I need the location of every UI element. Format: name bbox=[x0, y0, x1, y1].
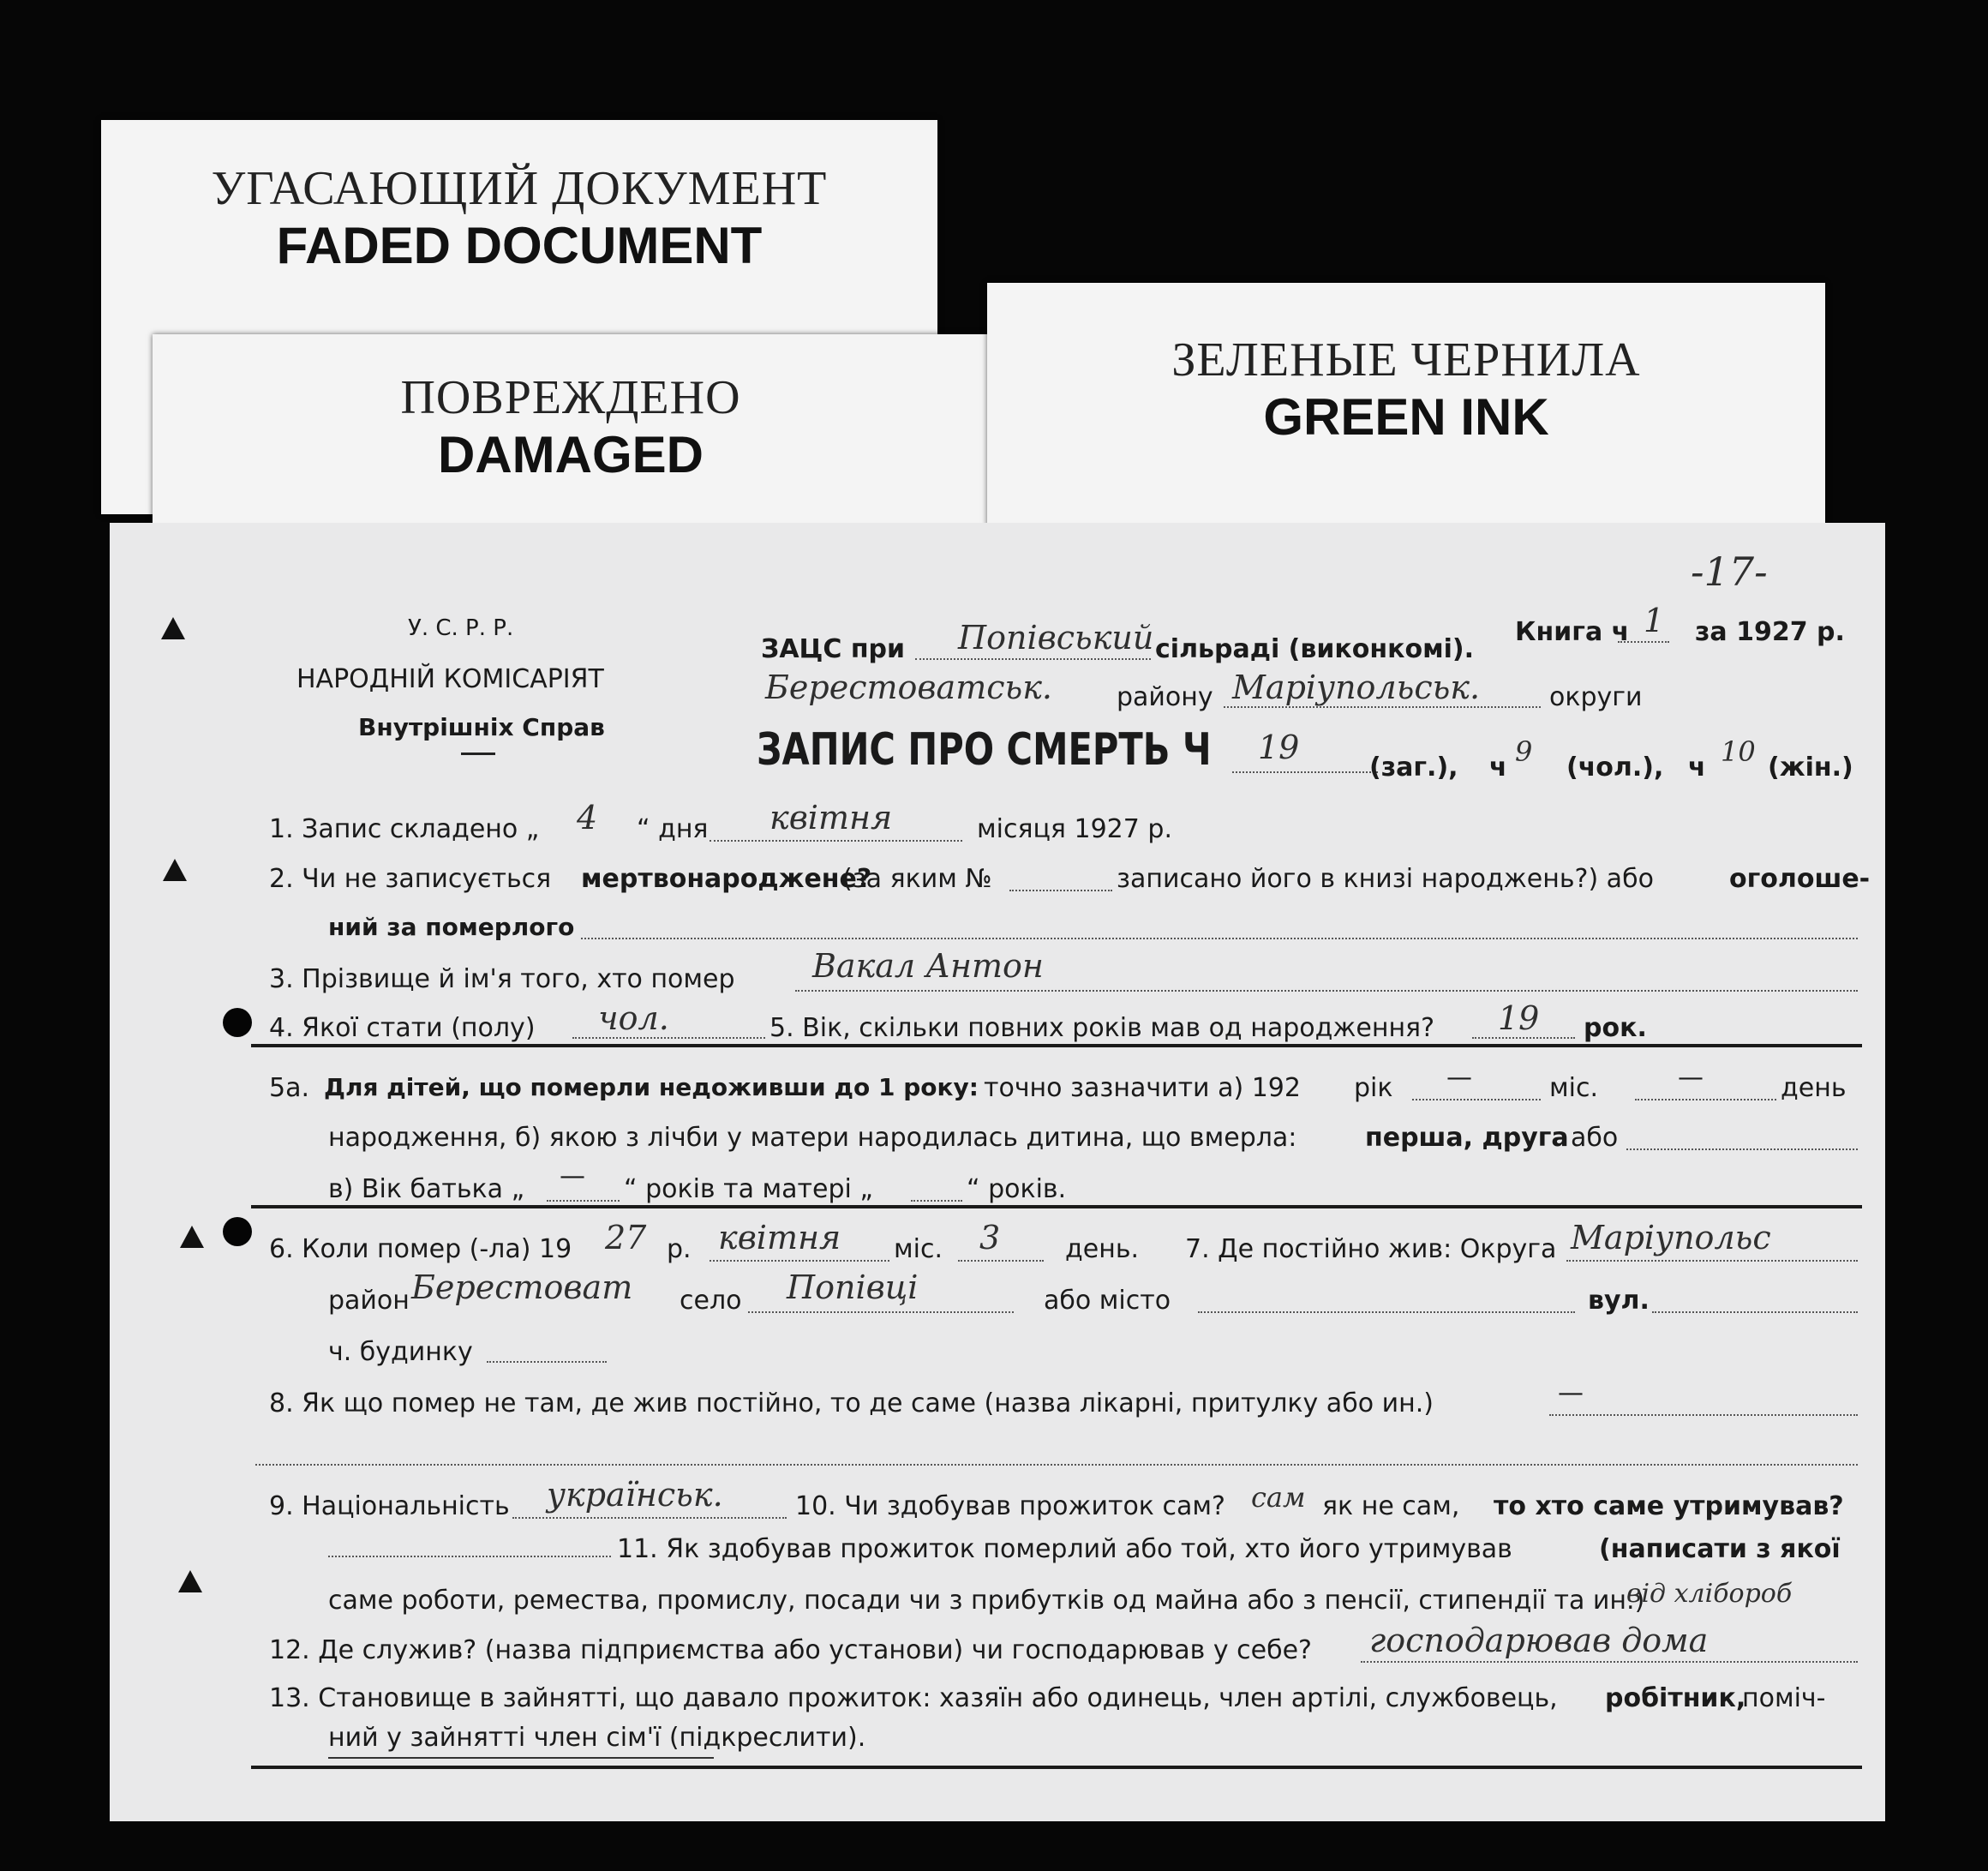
field13-line1-a: 13. Становище в зайнятті, що давало прожиток: хазяїн або одинець, член артілі, службовець, bbox=[269, 1683, 1558, 1713]
field8-line1 bbox=[1549, 1414, 1858, 1416]
record-month-line bbox=[710, 840, 962, 842]
field5a-dash3: — bbox=[560, 1161, 585, 1191]
field6-den: день. bbox=[1065, 1234, 1140, 1264]
field10-label: 10. Чи здобував прожиток сам? bbox=[795, 1491, 1225, 1521]
total-label: (заг.), bbox=[1369, 753, 1458, 783]
field5a-heading: Для дітей, що померли недоживши до 1 року: bbox=[324, 1073, 979, 1101]
field12-label: 12. Де служив? (назва підприємства або установи) чи господарював у себе? bbox=[269, 1635, 1312, 1665]
street-line bbox=[1652, 1311, 1858, 1313]
field11-line1-a: 11. Як здобував прожиток померлий або той, хто його утримував bbox=[617, 1534, 1512, 1564]
death-day-line bbox=[958, 1260, 1044, 1262]
punch-hole bbox=[223, 1008, 252, 1037]
field5a-month-line bbox=[1412, 1099, 1541, 1100]
field5-label: 5. Вік, скільки повних років мав од народження? bbox=[769, 1013, 1435, 1043]
green-ink-label-en: GREEN INK bbox=[1263, 388, 1549, 446]
raion-label: район bbox=[328, 1286, 410, 1316]
binding-mark bbox=[161, 617, 185, 639]
father-age-line bbox=[547, 1200, 620, 1202]
total-count-line bbox=[1232, 771, 1378, 773]
field9-label: 9. Національність bbox=[269, 1491, 510, 1521]
men-count-value: 9 bbox=[1515, 735, 1533, 768]
okrug-value: Маріупольськ. bbox=[1232, 669, 1481, 706]
underline-mark bbox=[328, 1757, 714, 1759]
field10-c: то хто саме утримував? bbox=[1494, 1491, 1844, 1521]
field4-label: 4. Якої стати (полу) bbox=[269, 1013, 536, 1043]
house-number-line bbox=[487, 1361, 607, 1363]
vul-label: вул. bbox=[1588, 1286, 1650, 1316]
residence-okrug-line bbox=[1566, 1260, 1858, 1262]
residence-village-line bbox=[748, 1311, 1014, 1313]
livelihood-value: від хлібороб bbox=[1626, 1579, 1793, 1609]
page-number: -17- bbox=[1691, 549, 1768, 595]
field13-line1-b: робітник, bbox=[1605, 1683, 1746, 1713]
field3-label: 3. Прізвище й ім'я того, хто помер bbox=[269, 964, 735, 994]
field5a-line1-d: рік bbox=[1354, 1073, 1393, 1103]
field5a-line2-fill bbox=[1626, 1148, 1858, 1150]
field2-line2: ний за померлого bbox=[328, 913, 575, 941]
field5a-line3-c: “ років. bbox=[967, 1174, 1067, 1204]
ministry-line2: НАРОДНІЙ КОМІСАРІЯТ bbox=[296, 664, 604, 694]
field2-line1-e: оголоше- bbox=[1729, 864, 1871, 894]
women-ch-label: ч bbox=[1688, 753, 1706, 783]
field10-b: як не сам, bbox=[1322, 1491, 1460, 1521]
women-count-value: 10 bbox=[1721, 735, 1756, 768]
damaged-card bbox=[153, 334, 989, 544]
total-count-value: 19 bbox=[1258, 729, 1300, 766]
book-number-line bbox=[1618, 641, 1669, 643]
field8-value: — bbox=[1558, 1378, 1584, 1408]
field7-label: 7. Де постійно жив: Округа bbox=[1185, 1234, 1557, 1264]
field5a-line1-c: точно зазначити а) 192 bbox=[984, 1073, 1301, 1103]
deceased-name-value: Вакал Антон bbox=[812, 947, 1044, 985]
field6-r: р. bbox=[667, 1234, 692, 1264]
occupation-value: господарював дома bbox=[1369, 1622, 1709, 1659]
nationality-value: українськ. bbox=[547, 1476, 723, 1514]
field5a-line2-a: народження, б) якою з лічби у матери народилась дитина, що вмерла: bbox=[328, 1123, 1297, 1153]
book-label: Книга ч bbox=[1515, 617, 1630, 647]
residence-city-line bbox=[1198, 1311, 1575, 1313]
faded-label-en: FADED DOCUMENT bbox=[276, 217, 763, 274]
ministry-line3: Внутрішніх Справ bbox=[358, 713, 605, 741]
residence-okrug-value: Маріупольс bbox=[1571, 1219, 1771, 1256]
nationality-line bbox=[512, 1517, 787, 1519]
field5a-dash1: — bbox=[1446, 1063, 1472, 1093]
death-record-form bbox=[110, 523, 1885, 1821]
residence-village-value: Попівці bbox=[787, 1268, 919, 1306]
field2-line2-fill bbox=[581, 938, 1858, 939]
record-month-value: квітня bbox=[769, 799, 893, 837]
ministry-line1: У. С. Р. Р. bbox=[408, 615, 514, 641]
field8-line2 bbox=[255, 1464, 1858, 1466]
separator-rule bbox=[251, 1766, 1862, 1769]
field13-line1-c: поміч- bbox=[1742, 1683, 1826, 1713]
rok-label: рок. bbox=[1584, 1013, 1647, 1043]
occupation-line bbox=[1361, 1661, 1858, 1663]
field2-line1-a: 2. Чи не записується bbox=[269, 864, 552, 894]
punch-hole bbox=[223, 1217, 252, 1246]
death-year-value: 27 bbox=[605, 1219, 647, 1256]
raionu-label: району bbox=[1117, 682, 1213, 712]
okrug-line bbox=[1224, 706, 1541, 708]
field2-line1-d: записано його в книзі народжень?) або bbox=[1117, 864, 1654, 894]
faded-label-ru: УГАСАЮЩИЙ ДОКУМЕНТ bbox=[211, 162, 828, 215]
damaged-label-ru: ПОВРЕЖДЕНО bbox=[400, 371, 741, 424]
village-council-line bbox=[915, 658, 1151, 660]
field5a-line2-c: або bbox=[1571, 1123, 1619, 1153]
binding-mark bbox=[180, 1226, 204, 1248]
budynok-label: ч. будинку bbox=[328, 1337, 473, 1367]
field11-line1-b: (написати з якої bbox=[1599, 1534, 1841, 1564]
village-council-value: Попівський bbox=[958, 619, 1154, 657]
book-year: за 1927 р. bbox=[1695, 617, 1845, 647]
district-value: Берестоватськ. bbox=[765, 669, 1052, 706]
field2-number-line bbox=[1009, 890, 1112, 891]
green-ink-label-ru: ЗЕЛЕНЫЕ ЧЕРНИЛА bbox=[1171, 333, 1641, 387]
mother-age-line bbox=[911, 1200, 962, 1202]
field5a-line3-a: в) Вік батька „ bbox=[328, 1174, 525, 1204]
binding-mark bbox=[178, 1570, 202, 1592]
sex-line bbox=[572, 1037, 765, 1039]
misto-label: або місто bbox=[1044, 1286, 1171, 1316]
ministry-dash bbox=[461, 753, 495, 755]
field11-line2: саме роботи, ремества, промислу, посади чи з прибутків од майна або з пенсії, стипендії та ин.) bbox=[328, 1586, 1645, 1616]
deceased-name-line bbox=[795, 990, 1858, 992]
field6-label: 6. Коли помер (-ла) 19 bbox=[269, 1234, 572, 1264]
death-day-value: 3 bbox=[979, 1219, 1001, 1256]
zacs-label: ЗАЦС при bbox=[761, 634, 906, 664]
binding-mark bbox=[163, 859, 187, 881]
field5a-line1-e: міс. bbox=[1549, 1073, 1598, 1103]
field2-line1-c: (за яким № bbox=[842, 864, 992, 894]
supporter-line bbox=[328, 1556, 611, 1557]
self-support-value: сам bbox=[1251, 1481, 1306, 1514]
field5a-line2-b: перша, друга bbox=[1365, 1123, 1569, 1153]
death-month-line bbox=[710, 1260, 889, 1262]
women-label: (жін.) bbox=[1768, 753, 1853, 783]
field13-line2: ний у зайнятті член сім'ї (підкреслити). bbox=[328, 1723, 866, 1753]
green-ink-card bbox=[987, 283, 1825, 540]
field1-label: 1. Запис складено „ bbox=[269, 814, 540, 844]
silradi-label: сільраді (виконкомі). bbox=[1155, 634, 1474, 664]
record-day-value: 4 bbox=[577, 799, 598, 837]
men-ch-label: ч bbox=[1489, 753, 1507, 783]
field2-line1-b: мертвонароджене? bbox=[581, 864, 872, 894]
age-value: 19 bbox=[1498, 999, 1540, 1037]
okrugy-label: округи bbox=[1549, 682, 1643, 712]
men-label: (чол.), bbox=[1566, 753, 1664, 783]
field5a-dash2: — bbox=[1678, 1063, 1704, 1093]
book-number-value: 1 bbox=[1644, 602, 1665, 639]
field5a-line3-b: “ років та матері „ bbox=[624, 1174, 873, 1204]
separator-rule bbox=[251, 1044, 1862, 1047]
field5a-line1-f: день bbox=[1781, 1073, 1847, 1103]
residence-raion-value: Берестоват bbox=[411, 1268, 633, 1306]
death-month-value: квітня bbox=[718, 1219, 841, 1256]
field8-label: 8. Як що помер не там, де жив постійно, то де саме (назва лікарні, притулку або ин.) bbox=[269, 1388, 1434, 1418]
field5a-num: 5а. bbox=[269, 1073, 310, 1103]
selo-label: село bbox=[680, 1286, 742, 1316]
field6-mis: міс. bbox=[894, 1234, 943, 1264]
sex-value: чол. bbox=[598, 999, 669, 1037]
separator-rule bbox=[251, 1205, 1862, 1208]
field5a-day-line bbox=[1635, 1099, 1776, 1100]
age-line bbox=[1472, 1037, 1575, 1039]
record-title: ЗАПИС ПРО СМЕРТЬ Ч bbox=[757, 724, 1212, 776]
field1-end: місяця 1927 р. bbox=[977, 814, 1172, 844]
damaged-label-en: DAMAGED bbox=[438, 426, 704, 483]
field1-mid: “ дня bbox=[637, 814, 709, 844]
